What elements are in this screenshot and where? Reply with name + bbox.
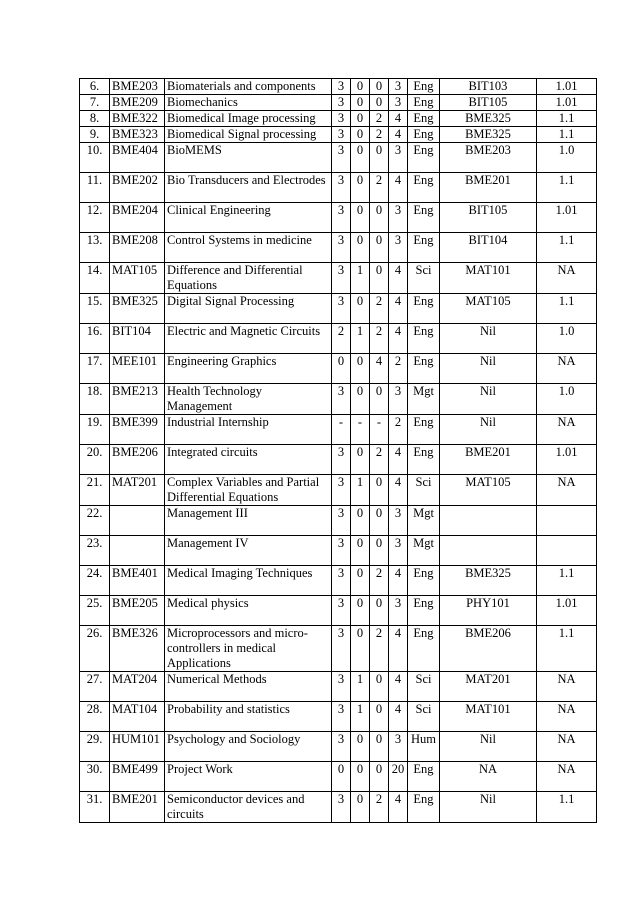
course-type: Eng: [408, 143, 440, 173]
prerequisite: BIT105: [440, 95, 537, 111]
version: 1.01: [537, 79, 597, 95]
serial-number: 9.: [80, 127, 110, 143]
table-row: [80, 536, 597, 566]
credits: 4: [389, 111, 408, 127]
tutorial-hours: 0: [351, 762, 370, 792]
serial-number: 15.: [80, 294, 110, 324]
serial-number: 16.: [80, 324, 110, 354]
table-row: [80, 626, 597, 672]
course-title: Bio Transducers and Electrodes: [165, 173, 332, 203]
tutorial-hours: 0: [351, 445, 370, 475]
course-title: Probability and statistics: [165, 702, 332, 732]
course-code: MAT204: [110, 672, 165, 702]
version: 1.01: [537, 203, 597, 233]
tutorial-hours: 0: [351, 233, 370, 263]
practical-hours: 0: [370, 384, 389, 415]
course-type: Eng: [408, 127, 440, 143]
version: [537, 536, 597, 566]
lecture-hours: 3: [332, 127, 351, 143]
serial-number: 17.: [80, 354, 110, 384]
version: NA: [537, 354, 597, 384]
table-row: [80, 263, 597, 294]
tutorial-hours: 0: [351, 127, 370, 143]
practical-hours: 0: [370, 732, 389, 762]
tutorial-hours: 0: [351, 596, 370, 626]
tutorial-hours: 0: [351, 384, 370, 415]
practical-hours: -: [370, 415, 389, 445]
table-row: [80, 233, 597, 263]
practical-hours: 2: [370, 324, 389, 354]
course-type: Eng: [408, 626, 440, 672]
course-code: BME203: [110, 79, 165, 95]
version: 1.0: [537, 384, 597, 415]
lecture-hours: 0: [332, 354, 351, 384]
course-type: Eng: [408, 324, 440, 354]
practical-hours: 0: [370, 263, 389, 294]
table-row: [80, 566, 597, 596]
serial-number: 20.: [80, 445, 110, 475]
table-row: [80, 762, 597, 792]
serial-number: 10.: [80, 143, 110, 173]
version: 1.1: [537, 792, 597, 823]
course-title: Biomaterials and components: [165, 79, 332, 95]
course-code: BME325: [110, 294, 165, 324]
lecture-hours: 3: [332, 702, 351, 732]
practical-hours: 0: [370, 203, 389, 233]
practical-hours: 2: [370, 626, 389, 672]
practical-hours: 2: [370, 173, 389, 203]
lecture-hours: 3: [332, 79, 351, 95]
table-row: [80, 384, 597, 415]
prerequisite: MAT105: [440, 294, 537, 324]
practical-hours: 0: [370, 95, 389, 111]
serial-number: 29.: [80, 732, 110, 762]
practical-hours: 2: [370, 294, 389, 324]
course-type: Eng: [408, 95, 440, 111]
tutorial-hours: 0: [351, 506, 370, 536]
serial-number: 8.: [80, 111, 110, 127]
course-code: BIT104: [110, 324, 165, 354]
course-type: Eng: [408, 566, 440, 596]
course-code: MAT201: [110, 475, 165, 506]
credits: 4: [389, 324, 408, 354]
prerequisite: Nil: [440, 324, 537, 354]
course-code: BME209: [110, 95, 165, 111]
serial-number: 27.: [80, 672, 110, 702]
course-title: Management IV: [165, 536, 332, 566]
lecture-hours: 3: [332, 596, 351, 626]
course-title: BioMEMS: [165, 143, 332, 173]
tutorial-hours: 0: [351, 143, 370, 173]
tutorial-hours: 0: [351, 566, 370, 596]
table-row: [80, 415, 597, 445]
table-row: [80, 506, 597, 536]
course-code: BME201: [110, 792, 165, 823]
tutorial-hours: 1: [351, 702, 370, 732]
credits: 2: [389, 415, 408, 445]
prerequisite: Nil: [440, 732, 537, 762]
serial-number: 7.: [80, 95, 110, 111]
credits: 3: [389, 506, 408, 536]
tutorial-hours: 0: [351, 111, 370, 127]
course-title: Complex Variables and Partial Differential Equations: [165, 475, 332, 506]
version: NA: [537, 672, 597, 702]
course-title: Project Work: [165, 762, 332, 792]
course-code: BME206: [110, 445, 165, 475]
table-row: [80, 732, 597, 762]
tutorial-hours: 0: [351, 79, 370, 95]
course-code: BME213: [110, 384, 165, 415]
table-row: [80, 79, 597, 95]
course-table: [79, 78, 597, 823]
tutorial-hours: 0: [351, 294, 370, 324]
course-code: BME499: [110, 762, 165, 792]
credits: 4: [389, 173, 408, 203]
course-title: Biomedical Image processing: [165, 111, 332, 127]
course-type: Eng: [408, 111, 440, 127]
course-code: BME202: [110, 173, 165, 203]
lecture-hours: 3: [332, 384, 351, 415]
credits: 4: [389, 294, 408, 324]
course-title: Medical physics: [165, 596, 332, 626]
version: NA: [537, 702, 597, 732]
tutorial-hours: 0: [351, 354, 370, 384]
credits: 4: [389, 566, 408, 596]
practical-hours: 0: [370, 79, 389, 95]
course-type: Mgt: [408, 384, 440, 415]
serial-number: 24.: [80, 566, 110, 596]
course-code: BME404: [110, 143, 165, 173]
tutorial-hours: 1: [351, 324, 370, 354]
course-type: Sci: [408, 702, 440, 732]
course-code: BME322: [110, 111, 165, 127]
version: 1.1: [537, 233, 597, 263]
course-type: Eng: [408, 294, 440, 324]
tutorial-hours: 0: [351, 536, 370, 566]
credits: 3: [389, 95, 408, 111]
version: NA: [537, 732, 597, 762]
credits: 4: [389, 702, 408, 732]
tutorial-hours: 0: [351, 203, 370, 233]
course-title: Electric and Magnetic Circuits: [165, 324, 332, 354]
course-type: Sci: [408, 263, 440, 294]
course-code: BME204: [110, 203, 165, 233]
course-title: Psychology and Sociology: [165, 732, 332, 762]
table-row: [80, 203, 597, 233]
tutorial-hours: -: [351, 415, 370, 445]
prerequisite: Nil: [440, 792, 537, 823]
lecture-hours: 3: [332, 173, 351, 203]
prerequisite: MAT101: [440, 702, 537, 732]
version: 1.1: [537, 173, 597, 203]
course-type: Eng: [408, 173, 440, 203]
prerequisite: Nil: [440, 415, 537, 445]
credits: 20: [389, 762, 408, 792]
course-code: BME401: [110, 566, 165, 596]
tutorial-hours: 1: [351, 672, 370, 702]
serial-number: 11.: [80, 173, 110, 203]
course-code: BME399: [110, 415, 165, 445]
table-row: [80, 702, 597, 732]
tutorial-hours: 1: [351, 475, 370, 506]
practical-hours: 0: [370, 596, 389, 626]
course-title: Microprocessors and micro-controllers in medical Applications: [165, 626, 332, 672]
course-code: MAT104: [110, 702, 165, 732]
table-row: [80, 111, 597, 127]
practical-hours: 0: [370, 702, 389, 732]
prerequisite: BME325: [440, 127, 537, 143]
prerequisite: BIT103: [440, 79, 537, 95]
prerequisite: MAT201: [440, 672, 537, 702]
version: 1.01: [537, 95, 597, 111]
course-code: BME205: [110, 596, 165, 626]
credits: 3: [389, 384, 408, 415]
prerequisite: BME325: [440, 566, 537, 596]
lecture-hours: -: [332, 415, 351, 445]
table-row: [80, 95, 597, 111]
credits: 3: [389, 79, 408, 95]
lecture-hours: 3: [332, 111, 351, 127]
tutorial-hours: 0: [351, 626, 370, 672]
version: 1.1: [537, 111, 597, 127]
prerequisite: MAT101: [440, 263, 537, 294]
version: NA: [537, 762, 597, 792]
version: 1.01: [537, 445, 597, 475]
table-row: [80, 596, 597, 626]
serial-number: 31.: [80, 792, 110, 823]
course-type: Mgt: [408, 506, 440, 536]
prerequisite: [440, 506, 537, 536]
course-title: Digital Signal Processing: [165, 294, 332, 324]
course-type: Eng: [408, 79, 440, 95]
version: 1.1: [537, 127, 597, 143]
version: 1.1: [537, 294, 597, 324]
serial-number: 12.: [80, 203, 110, 233]
table-row: [80, 143, 597, 173]
credits: 4: [389, 792, 408, 823]
course-title: Health Technology Management: [165, 384, 332, 415]
credits: 3: [389, 143, 408, 173]
practical-hours: 2: [370, 127, 389, 143]
course-code: HUM101: [110, 732, 165, 762]
table-row: [80, 294, 597, 324]
course-title: Biomechanics: [165, 95, 332, 111]
tutorial-hours: 0: [351, 792, 370, 823]
course-type: Hum: [408, 732, 440, 762]
practical-hours: 0: [370, 143, 389, 173]
version: [537, 506, 597, 536]
serial-number: 19.: [80, 415, 110, 445]
lecture-hours: 0: [332, 762, 351, 792]
course-type: Sci: [408, 475, 440, 506]
lecture-hours: 3: [332, 294, 351, 324]
course-title: Biomedical Signal processing: [165, 127, 332, 143]
tutorial-hours: 0: [351, 732, 370, 762]
prerequisite: PHY101: [440, 596, 537, 626]
lecture-hours: 3: [332, 536, 351, 566]
practical-hours: 0: [370, 506, 389, 536]
course-type: Eng: [408, 354, 440, 384]
course-title: Numerical Methods: [165, 672, 332, 702]
serial-number: 21.: [80, 475, 110, 506]
version: NA: [537, 475, 597, 506]
course-table-body: [80, 79, 597, 823]
credits: 3: [389, 596, 408, 626]
serial-number: 30.: [80, 762, 110, 792]
lecture-hours: 2: [332, 324, 351, 354]
lecture-hours: 3: [332, 626, 351, 672]
lecture-hours: 3: [332, 95, 351, 111]
serial-number: 26.: [80, 626, 110, 672]
practical-hours: 2: [370, 111, 389, 127]
serial-number: 28.: [80, 702, 110, 732]
course-title: Semiconductor devices and circuits: [165, 792, 332, 823]
prerequisite: BME206: [440, 626, 537, 672]
serial-number: 18.: [80, 384, 110, 415]
lecture-hours: 3: [332, 566, 351, 596]
table-row: [80, 672, 597, 702]
version: 1.0: [537, 324, 597, 354]
version: 1.0: [537, 143, 597, 173]
prerequisite: [440, 536, 537, 566]
serial-number: 22.: [80, 506, 110, 536]
lecture-hours: 3: [332, 203, 351, 233]
credits: 4: [389, 626, 408, 672]
course-title: Integrated circuits: [165, 445, 332, 475]
course-title: Difference and Differential Equations: [165, 263, 332, 294]
lecture-hours: 3: [332, 475, 351, 506]
course-type: Eng: [408, 415, 440, 445]
credits: 4: [389, 127, 408, 143]
practical-hours: 4: [370, 354, 389, 384]
table-row: [80, 445, 597, 475]
lecture-hours: 3: [332, 732, 351, 762]
version: NA: [537, 263, 597, 294]
table-row: [80, 354, 597, 384]
credits: 3: [389, 233, 408, 263]
serial-number: 13.: [80, 233, 110, 263]
course-code: BME323: [110, 127, 165, 143]
credits: 4: [389, 263, 408, 294]
course-code: BME208: [110, 233, 165, 263]
practical-hours: 0: [370, 475, 389, 506]
prerequisite: BME203: [440, 143, 537, 173]
course-code: MAT105: [110, 263, 165, 294]
prerequisite: NA: [440, 762, 537, 792]
course-title: Engineering Graphics: [165, 354, 332, 384]
credits: 4: [389, 475, 408, 506]
serial-number: 14.: [80, 263, 110, 294]
course-type: Eng: [408, 792, 440, 823]
lecture-hours: 3: [332, 506, 351, 536]
practical-hours: 2: [370, 566, 389, 596]
practical-hours: 0: [370, 536, 389, 566]
serial-number: 6.: [80, 79, 110, 95]
lecture-hours: 3: [332, 143, 351, 173]
credits: 4: [389, 445, 408, 475]
version: 1.1: [537, 566, 597, 596]
course-type: Eng: [408, 233, 440, 263]
table-row: [80, 173, 597, 203]
lecture-hours: 3: [332, 263, 351, 294]
serial-number: 23.: [80, 536, 110, 566]
practical-hours: 2: [370, 792, 389, 823]
prerequisite: BME201: [440, 173, 537, 203]
table-row: [80, 127, 597, 143]
prerequisite: Nil: [440, 354, 537, 384]
course-title: Control Systems in medicine: [165, 233, 332, 263]
course-type: Eng: [408, 203, 440, 233]
table-row: [80, 324, 597, 354]
version: NA: [537, 415, 597, 445]
credits: 2: [389, 354, 408, 384]
lecture-hours: 3: [332, 672, 351, 702]
course-code: [110, 536, 165, 566]
course-title: Medical Imaging Techniques: [165, 566, 332, 596]
tutorial-hours: 0: [351, 95, 370, 111]
table-row: [80, 792, 597, 823]
practical-hours: 2: [370, 445, 389, 475]
course-type: Mgt: [408, 536, 440, 566]
credits: 4: [389, 672, 408, 702]
course-type: Sci: [408, 672, 440, 702]
table-row: [80, 475, 597, 506]
prerequisite: BME325: [440, 111, 537, 127]
course-type: Eng: [408, 596, 440, 626]
serial-number: 25.: [80, 596, 110, 626]
course-title: Industrial Internship: [165, 415, 332, 445]
version: 1.01: [537, 596, 597, 626]
course-title: Management III: [165, 506, 332, 536]
course-code: BME326: [110, 626, 165, 672]
credits: 3: [389, 203, 408, 233]
practical-hours: 0: [370, 762, 389, 792]
lecture-hours: 3: [332, 445, 351, 475]
prerequisite: Nil: [440, 384, 537, 415]
tutorial-hours: 0: [351, 173, 370, 203]
prerequisite: BIT104: [440, 233, 537, 263]
course-type: Eng: [408, 445, 440, 475]
prerequisite: MAT105: [440, 475, 537, 506]
practical-hours: 0: [370, 672, 389, 702]
tutorial-hours: 1: [351, 263, 370, 294]
version: 1.1: [537, 626, 597, 672]
prerequisite: BIT105: [440, 203, 537, 233]
course-code: [110, 506, 165, 536]
course-code: MEE101: [110, 354, 165, 384]
lecture-hours: 3: [332, 233, 351, 263]
course-type: Eng: [408, 762, 440, 792]
credits: 3: [389, 732, 408, 762]
lecture-hours: 3: [332, 792, 351, 823]
practical-hours: 0: [370, 233, 389, 263]
course-title: Clinical Engineering: [165, 203, 332, 233]
credits: 3: [389, 536, 408, 566]
prerequisite: BME201: [440, 445, 537, 475]
